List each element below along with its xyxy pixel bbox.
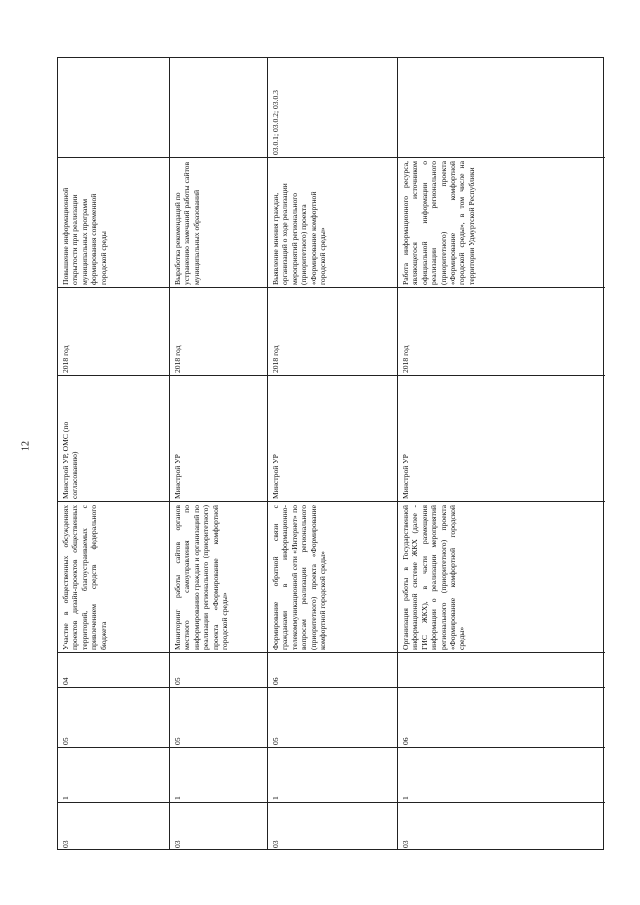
table-cell-code-event (398, 653, 605, 688)
code-event-text: 04 (61, 677, 70, 685)
table-cell-indicator-link (398, 58, 605, 158)
table-cell-responsible (398, 376, 605, 502)
code-program-text: 03 (271, 840, 280, 848)
code-program-text: 03 (173, 840, 182, 848)
table-cell-code-subprogram (398, 748, 605, 803)
table-cell-code-event (170, 653, 267, 688)
table-cell-expected-result (58, 158, 169, 288)
code-main-event-text: 05 (61, 737, 70, 745)
code-subprogram-text: 1 (173, 796, 182, 800)
expected-result-text: Работа информационного ресурса, являющегося источником официальной информации о реализации регионального (приоритетного) проекта «Формирование комфортной городской среды», в том числе на территории Удмуртской Республики (401, 161, 476, 285)
table-cell-expected-result (398, 158, 605, 288)
table-row (268, 58, 398, 849)
table-cell-responsible (268, 376, 397, 502)
activities-table (57, 57, 604, 850)
table-cell-event-name (58, 502, 169, 653)
code-main-event-text: 06 (401, 737, 410, 745)
table-cell-code-program (58, 803, 169, 851)
table-cell-responsible (58, 376, 169, 502)
table-cell-deadline (170, 288, 267, 376)
deadline-text: 2018 год (61, 345, 70, 373)
table-cell-code-subprogram (268, 748, 397, 803)
table-cell-expected-result (170, 158, 267, 288)
event-name-text: Формирование обратной связи с гражданами в информационно-телекоммуникационной сети «Интернет» по вопросам реализации регионального (приоритетного) проекта «Формирование комфортной городской среды» (271, 505, 328, 650)
table-cell-deadline (398, 288, 605, 376)
responsible-text: Минстрой УР (401, 454, 410, 499)
table-cell-code-program (398, 803, 605, 851)
code-program-text: 03 (61, 840, 70, 848)
code-subprogram-text: 1 (401, 796, 410, 800)
table-cell-event-name (268, 502, 397, 653)
page-number: 12 (20, 441, 32, 451)
responsible-text: Минстрой УР, ОМС (по согласованию) (61, 421, 80, 499)
table-cell-responsible (170, 376, 267, 502)
table-row (398, 58, 605, 849)
deadline-text: 2018 год (401, 345, 410, 373)
table-row (58, 58, 170, 849)
event-name-text: Участие в общественных обсуждениях проектов дизайн-проектов общественных территорий, благоустраиваемых с привлечением средств федерального бюджета (61, 505, 108, 650)
code-event-text: 06 (271, 677, 280, 685)
table-cell-code-subprogram (170, 748, 267, 803)
table-cell-code-main-event (398, 688, 605, 748)
expected-result-text: Выработка рекомендаций по устранению замечаний работы сайтов муниципальных образований (173, 161, 201, 285)
event-name-text: Мониторинг работы сайтов органов местного самоуправления по информированию граждан и организаций по реализации регионального (приоритетного) проекта «Формирование комфортной городской среды» (173, 505, 230, 650)
event-name-text: Организация работы в Государственной информационной системе ЖКХ (далее - ГИС ЖКХ), в части размещения информации о реализации мероприятий регионального (приоритетного) проекта «Формирование комфортной городской среды» (401, 505, 467, 650)
table-cell-event-name (398, 502, 605, 653)
table-cell-code-main-event (170, 688, 267, 748)
table-cell-indicator-link (268, 58, 397, 158)
table-cell-code-program (268, 803, 397, 851)
code-subprogram-text: 1 (271, 796, 280, 800)
expected-result-text: Повышение информационной открытости при реализации муниципальных программ формирования современной городской среды (61, 187, 108, 285)
table-cell-expected-result (268, 158, 397, 288)
table-cell-code-main-event (58, 688, 169, 748)
table-cell-event-name (170, 502, 267, 653)
code-subprogram-text: 1 (61, 796, 70, 800)
code-program-text: 03 (401, 840, 410, 848)
indicator-link-text: 03.0.1; 03.0.2; 03.0.3 (271, 90, 280, 155)
expected-result-text: Выявление мнения граждан, организаций о ходе реализации мероприятий регионального (приоритетного) проекта «Формирование комфортной городской среды» (271, 183, 328, 285)
table-cell-indicator-link (58, 58, 169, 158)
deadline-text: 2018 год (173, 345, 182, 373)
responsible-text: Минстрой УР (173, 454, 182, 499)
table-row (170, 58, 268, 849)
code-main-event-text: 05 (271, 737, 280, 745)
table-cell-code-main-event (268, 688, 397, 748)
table-cell-indicator-link (170, 58, 267, 158)
code-main-event-text: 05 (173, 737, 182, 745)
table-cell-code-event (268, 653, 397, 688)
table-cell-deadline (268, 288, 397, 376)
table-cell-code-subprogram (58, 748, 169, 803)
deadline-text: 2018 год (271, 345, 280, 373)
code-event-text: 05 (173, 677, 182, 685)
table-cell-deadline (58, 288, 169, 376)
table-cell-code-event (58, 653, 169, 688)
responsible-text: Минстрой УР (271, 454, 280, 499)
table-cell-code-program (170, 803, 267, 851)
